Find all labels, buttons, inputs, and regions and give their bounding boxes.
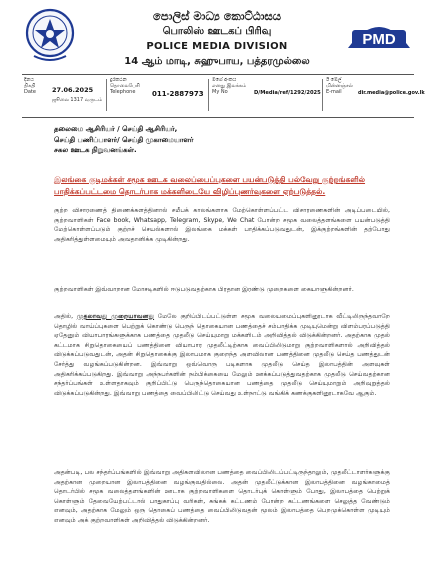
paragraph-1: குற்ற விசாரணைத் திணைக்களத்தினால் சமீபக் காலங்களாக மேற்கொள்ளப்பட்ட விசாரணைகளின் அடிப்படையில், குற்றவாளிகள் Face book, Whatsapp, Telegram, Skype, We Chat போன்ற சமூக வலைத்தளங்களை பயன்படுத்தி மேற்கொள்ளப்படும் குற்றச் செயல்களால் இலங்கை மக்கள் பாதிக்கப்படுவதுடன், இக்குற்றங்களின் தற்போது அதிகரித்துள்ளமையும் அவதானிக்க முடிகின்றது. (54, 207, 390, 243)
letterhead-english: POLICE MEDIA DIVISION (146, 41, 288, 52)
addressee-line: சகல ஊடக நிறுவனங்கள். (54, 146, 137, 154)
divider (106, 79, 107, 111)
paragraph-3 (54, 312, 390, 398)
letterhead-sinhala: පොලිස් මාධ්‍ය කොට්ඨාසය (152, 9, 282, 23)
paragraph-3-body: மேலே குறிப்பிடப்பட்டுள்ள சமூக வலையமைப்புகளினூடாக வீட்டிலிருந்தவாறே தொழில் வாய்ப்புகளை பெற்றுக் கொண்டு பெருந் தொகையான பணத்தைச் சம்பாதிக்க முடியுமென்று விளம்பரப்படுத்தி ஏதேனும் வியாபாரங்களுக்காக பணத்தை முதலீடு செய்யுமாறு மக்களிடம் அறிவித்தல் விடுக்கின்றனர். அதற்காக முதல் கட்டமாக சிறுதொகையைப் பணத்தினை வியாபார முதலீட்டிற்காக வைப்பிலிடுமாறு குற்றவாளிகளால் அறிவித்தல் விடுக்கப்படுவதுடன், அதன் சிறுதொகைக்கு இலாபமாக குறைந்த அளவிலான பணத்தினை முதலீடு செய்த பணத்துடன் சேர்த்து வழங்கப்படுகின்றன. இவ்வாறு ஒவ்வொரு படிகளாக முதலீடு செய்த இலாபத்தின் அளவுகள் அதிகரிக்கப்படுகிறது. இவ்வாறு அந்நபர்களின் நம்பிக்கையை மேலும் ஊக்கப்படுத்துவதற்காக முதலீடு செய்வதற்கான சந்தர்ப்பங்கள் உள்ளதாகவும் குறிப்பிட்டு பெருந்தொகையான பணத்தை முதலீடு செய்யுமாறும் அறிவுறுத்தல் விடுக்கப்படுகின்றது. இவ்வாறு பணத்தை வைப்பிலிட்டு செய்வது உள்நாட்டு வங்கிக் கணக்குகளினூடாகவே ஆகும். (54, 313, 390, 397)
letterhead-tamil: பொலிஸ் ஊடகப் பிரிவு (162, 26, 272, 37)
paragraph-2: குற்றவாளிகள் இவ்வாறான மோசடிகளில் ஈடுபடுவதற்காக பிரதான இரண்டு முறைகளை கையாளுகின்றனர். (54, 286, 354, 293)
divider (322, 79, 323, 111)
email-value: dir.media@police.gov.lk (358, 90, 425, 96)
police-emblem-icon (24, 6, 76, 64)
addressee-line: தலைமை ஆசிரியர் / செய்தி ஆசிரியர், (54, 125, 178, 133)
telephone-label: දුරකථන தொலைபேசி Telephone (110, 77, 140, 96)
addressee-block (54, 124, 193, 156)
subject-heading: இலங்கை குடிமக்கள் சமூக ஊடக வலைப்பைப்புகளை பயன்படுத்தி பல்வேறு குற்றங்களில் பாதிக்கப்பட்டமை தொடர்பாக மக்களிடையே விழிப்புணர்வுகளை ஏற்படுத்தல். (54, 175, 366, 196)
divider (208, 79, 209, 111)
reference-value: D/Media/ref/1292/2025 (254, 90, 321, 96)
date-sub: ஜூலை 1317 வருடம் (52, 97, 103, 103)
paragraph-4: அதன்படி, பல சந்தர்ப்பங்களில் இவ்வாறு அதிகளவிலான பணத்தை வைப்பிலிடப்பட்டிருந்தாலும், முதலீட்டாளர்களுக்கு அதற்கான முறையான இலாபத்தினை வழங்குவதில்லை. அதன் முதலீட்டுக்கான இலாபத்தினை வழங்காமைத் தொடர்பில் சமூக வலைத்தளங்களின் ஊடாக குற்றவாளிகளை தொடர்புக் கொள்ளும் போது, இலாபத்தை பெற்றுக் கொள்ளும் தேவையேற்பட்டால் பாதுகாப்பு வரிகள், சுங்கக் கட்டணம் போன்ற கட்டணங்களை செலுத்த வேண்டும் எனவும், அதற்காக மேலும் ஒரு தொகைப் பணத்தை வைப்பிலிடுவதன் மூலம் இலாபத்தை பெறமுக்கொள்ள முடியும் எனவும் அக் குற்றவாளிகள் அறிவித்தல் விடுக்கின்றனர். (54, 469, 390, 524)
pmd-logo-icon (344, 12, 414, 56)
addressee-line: செய்தி பணிப்பாளர்/ செய்தி முகாமையாளர் (54, 135, 194, 144)
pmd-logo-text: PMD (362, 31, 396, 48)
email-label: ඊ මේල් மின்னஞ்சல் E-mail (326, 77, 353, 96)
letterhead-address: 14 ஆம் மாடி, சுஹுபாய, பத்தரமுல்லை (124, 56, 310, 67)
paragraph-3-emphasis: முதலாவது முறையாவனது (76, 313, 155, 320)
date-label: දිනය திகதி Date (24, 77, 36, 96)
contact-strip (22, 74, 425, 118)
telephone-value: 011-2887973 (152, 90, 204, 98)
reference-label: මගේ අංකය எனது இலக்கம் My No (212, 77, 247, 96)
paragraph-3-intro: அதில், (54, 313, 77, 320)
date-value: 27.06.2025 (52, 86, 94, 94)
letterhead (0, 0, 434, 82)
